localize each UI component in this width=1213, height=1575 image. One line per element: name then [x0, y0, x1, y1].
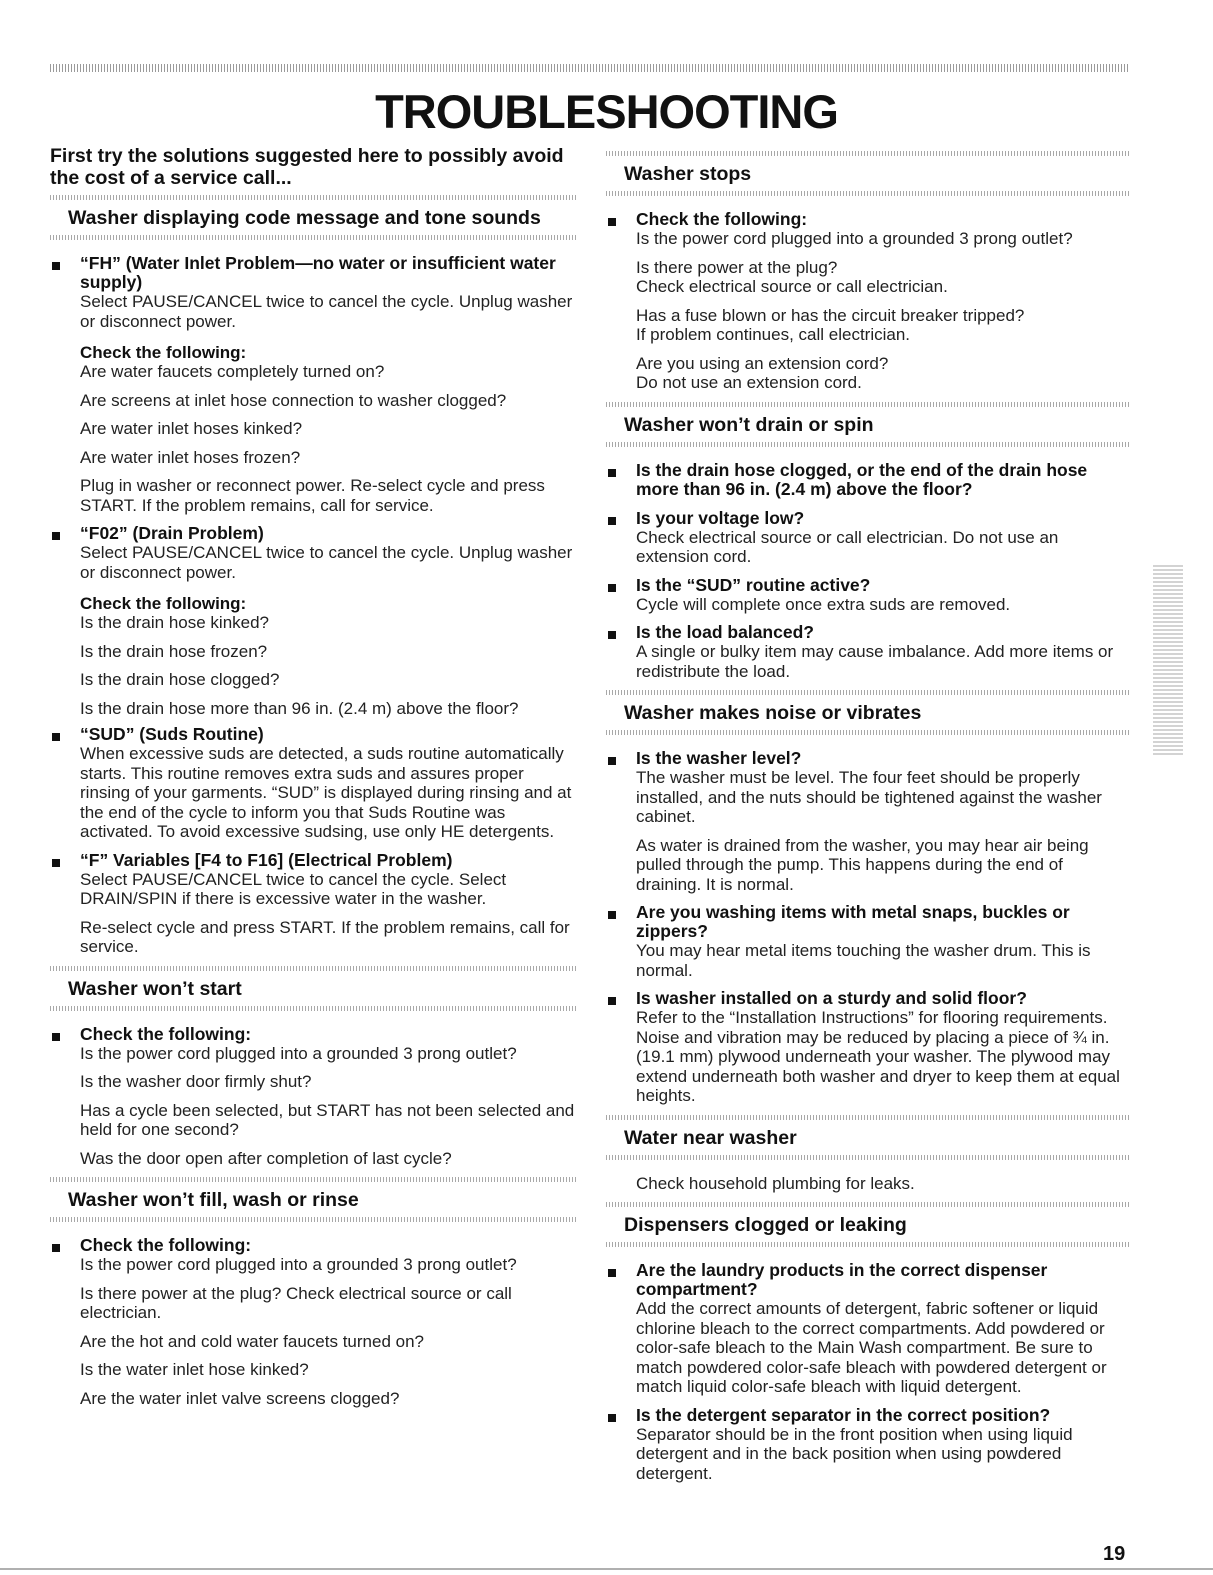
item-title: Is washer installed on a sturdy and solid floor? — [636, 988, 1027, 1008]
list-item-fh — [50, 254, 578, 515]
square-bullet-icon — [608, 517, 616, 525]
item-body: Refer to the “Installation Instructions” for flooring requirements. Noise and vibration may be reduced by placing a piece of ¾ in. (19.1 mm) plywood underneath your washer. The plywood may extend underneath both washer and dryer to keep them at equal heights. — [636, 1008, 1120, 1105]
item-line: Is the washer door firmly shut? — [80, 1072, 312, 1091]
item-line: Are water inlet hoses kinked? — [80, 419, 303, 438]
list-item-f02 — [50, 524, 578, 718]
item-line: Are the water inlet valve screens clogged? — [80, 1388, 400, 1408]
list-item-drain-hose — [606, 461, 1130, 499]
item-line: Are you using an extension cord? — [636, 353, 889, 373]
check-label: Check the following: — [80, 1023, 252, 1044]
section-heading-fill: Washer won’t fill, wash or rinse — [50, 1177, 578, 1222]
section-heading-dispensers: Dispensers clogged or leaking — [606, 1202, 1130, 1247]
list-item-f-variables — [50, 851, 578, 957]
section-heading-water: Water near washer — [606, 1115, 1130, 1160]
item-body: When excessive suds are detected, a suds routine automatically starts. This routine removes extra suds and assures proper rinsing of your garments. “SUD” is displayed during rinsing and at the end of the cycle to inform you that Suds Routine was activated. To avoid excessive sudsing, use only HE detergents. — [80, 744, 572, 841]
square-bullet-icon — [608, 218, 616, 226]
item-title: “F” Variables [F4 to F16] (Electrical Problem) — [80, 849, 453, 870]
square-bullet-icon — [52, 532, 60, 540]
section-heading-noise: Washer makes noise or vibrates — [606, 690, 1130, 735]
item-line: Is the water inlet hose kinked? — [80, 1360, 309, 1379]
item-body: Cycle will complete once extra suds are removed. — [636, 594, 1011, 614]
item-body: Separator should be in the front position when using liquid detergent and in the back position when using powdered detergent. — [636, 1424, 1073, 1483]
item-body: As water is drained from the washer, you may hear air being pulled through the pump. This happens during the end of draining. It is normal. — [636, 835, 1089, 894]
square-bullet-icon — [608, 469, 616, 477]
list-item-level — [606, 749, 1130, 894]
intro-text: First try the solutions suggested here to possibly avoid the cost of a service call... — [50, 145, 564, 189]
item-title: “FH” (Water Inlet Problem—no water or insufficient water supply) — [80, 253, 556, 292]
item-line: If problem continues, call electrician. — [636, 325, 911, 344]
square-bullet-icon — [608, 911, 616, 919]
list-item-load — [606, 623, 1130, 681]
item-line: Is the power cord plugged into a grounded 3 prong outlet? — [80, 1043, 517, 1063]
item-title: Is the washer level? — [636, 748, 802, 768]
square-bullet-icon — [52, 1033, 60, 1041]
item-title: Is the “SUD” routine active? — [636, 574, 871, 595]
square-bullet-icon — [52, 859, 60, 867]
item-body: Select PAUSE/CANCEL twice to cancel the cycle. Unplug washer or disconnect power. — [80, 543, 573, 582]
section-heading-stops: Washer stops — [606, 151, 1130, 196]
item-line: Are water faucets completely turned on? — [80, 362, 385, 381]
list-item-stops — [606, 210, 1130, 393]
item-line: Was the door open after completion of last cycle? — [80, 1148, 452, 1168]
list-item-separator — [606, 1406, 1130, 1484]
item-line: Has a cycle been selected, but START has not been selected and held for one second? — [80, 1100, 575, 1139]
square-bullet-icon — [608, 1414, 616, 1422]
page-number: 19 — [1103, 1543, 1126, 1565]
edge-scan-mark — [1153, 565, 1183, 755]
item-body: Select PAUSE/CANCEL twice to cancel the cycle. Select DRAIN/SPIN if there is excessive water in the washer. — [80, 869, 507, 908]
item-title: Is the drain hose clogged, or the end of the drain hose more than 96 in. (2.4 m) above the floor? — [636, 459, 1088, 499]
check-label: Check the following: — [636, 209, 808, 229]
item-title: Are the laundry products in the correct dispenser compartment? — [636, 1260, 1048, 1299]
item-body: Check electrical source or call electrician. Do not use an extension cord. — [636, 527, 1059, 566]
section-heading-start: Washer won’t start — [50, 966, 578, 1011]
item-line: Is the drain hose clogged? — [80, 670, 280, 689]
water-body: Check household plumbing for leaks. — [636, 1173, 915, 1193]
square-bullet-icon — [52, 1244, 60, 1252]
check-label: Check the following: — [80, 1235, 252, 1255]
item-line: Are water inlet hoses frozen? — [80, 447, 301, 467]
list-item-metal — [606, 903, 1130, 980]
item-body: Select PAUSE/CANCEL twice to cancel the cycle. Unplug washer or disconnect power. — [80, 292, 573, 331]
section-heading-code: Washer displaying code message and tone sounds — [50, 195, 578, 240]
check-label: Check the following: — [80, 343, 247, 362]
item-line: Do not use an extension cord. — [636, 373, 862, 392]
list-item-floor — [606, 989, 1130, 1106]
item-line: Are the hot and cold water faucets turned on? — [80, 1331, 425, 1351]
item-title: “F02” (Drain Problem) — [80, 523, 264, 543]
right-column — [606, 145, 1130, 1492]
item-body: The washer must be level. The four feet should be properly installed, and the nuts should be tightened against the washer cabinet. — [636, 768, 1102, 826]
square-bullet-icon — [608, 631, 616, 639]
item-title: Are you washing items with metal snaps, buckles or zippers? — [636, 902, 1070, 941]
item-line: Check electrical source or call electrician. — [636, 277, 948, 296]
top-dotted-rule — [50, 64, 1130, 72]
square-bullet-icon — [608, 757, 616, 765]
page-title: TROUBLESHOOTING — [375, 85, 838, 138]
item-line: Are screens at inlet hose connection to washer clogged? — [80, 390, 507, 410]
item-line: Is the power cord plugged into a grounded 3 prong outlet? — [80, 1255, 517, 1274]
item-title: “SUD” (Suds Routine) — [80, 724, 264, 744]
list-item-sud-routine — [606, 576, 1130, 615]
item-line: Is there power at the plug? — [636, 257, 838, 277]
left-column — [50, 145, 578, 1417]
item-line: Is the drain hose frozen? — [80, 641, 268, 661]
item-line: Is there power at the plug? Check electrical source or call electrician. — [80, 1283, 512, 1322]
bottom-rule — [0, 1568, 1213, 1570]
list-item-sud — [50, 725, 578, 842]
item-line: Is the power cord plugged into a grounded 3 prong outlet? — [636, 229, 1073, 248]
square-bullet-icon — [52, 262, 60, 270]
item-line: Has a fuse blown or has the circuit breaker tripped? — [636, 305, 1025, 325]
square-bullet-icon — [52, 733, 60, 741]
item-line: Is the drain hose kinked? — [80, 613, 270, 632]
item-body: Re-select cycle and press START. If the problem remains, call for service. — [80, 917, 570, 956]
item-body: A single or bulky item may cause imbalance. Add more items or redistribute the load. — [636, 642, 1114, 681]
square-bullet-icon — [608, 997, 616, 1005]
square-bullet-icon — [608, 1269, 616, 1277]
item-line: Plug in washer or reconnect power. Re-select cycle and press START. If the problem remains, call for service. — [80, 476, 545, 515]
item-title: Is the load balanced? — [636, 622, 814, 642]
section-heading-drain: Washer won’t drain or spin — [606, 402, 1130, 447]
list-item-fill — [50, 1236, 578, 1408]
list-item-start — [50, 1025, 578, 1169]
check-label: Check the following: — [80, 594, 247, 613]
item-title: Is the detergent separator in the correct position? — [636, 1404, 1051, 1425]
square-bullet-icon — [608, 584, 616, 592]
item-title: Is your voltage low? — [636, 507, 805, 528]
list-item-voltage — [606, 509, 1130, 567]
item-body: You may hear metal items touching the washer drum. This is normal. — [636, 941, 1091, 980]
item-line: Is the drain hose more than 96 in. (2.4 m) above the floor? — [80, 698, 519, 718]
list-item-products — [606, 1261, 1130, 1397]
item-body: Add the correct amounts of detergent, fabric softener or liquid chlorine bleach to the correct compartments. Add powdered or color-safe bleach to the Main Wash compartment. Be sure to match powdered color-safe bleach with powdered detergent or match liquid color-safe bleach with liquid detergent. — [636, 1299, 1107, 1396]
